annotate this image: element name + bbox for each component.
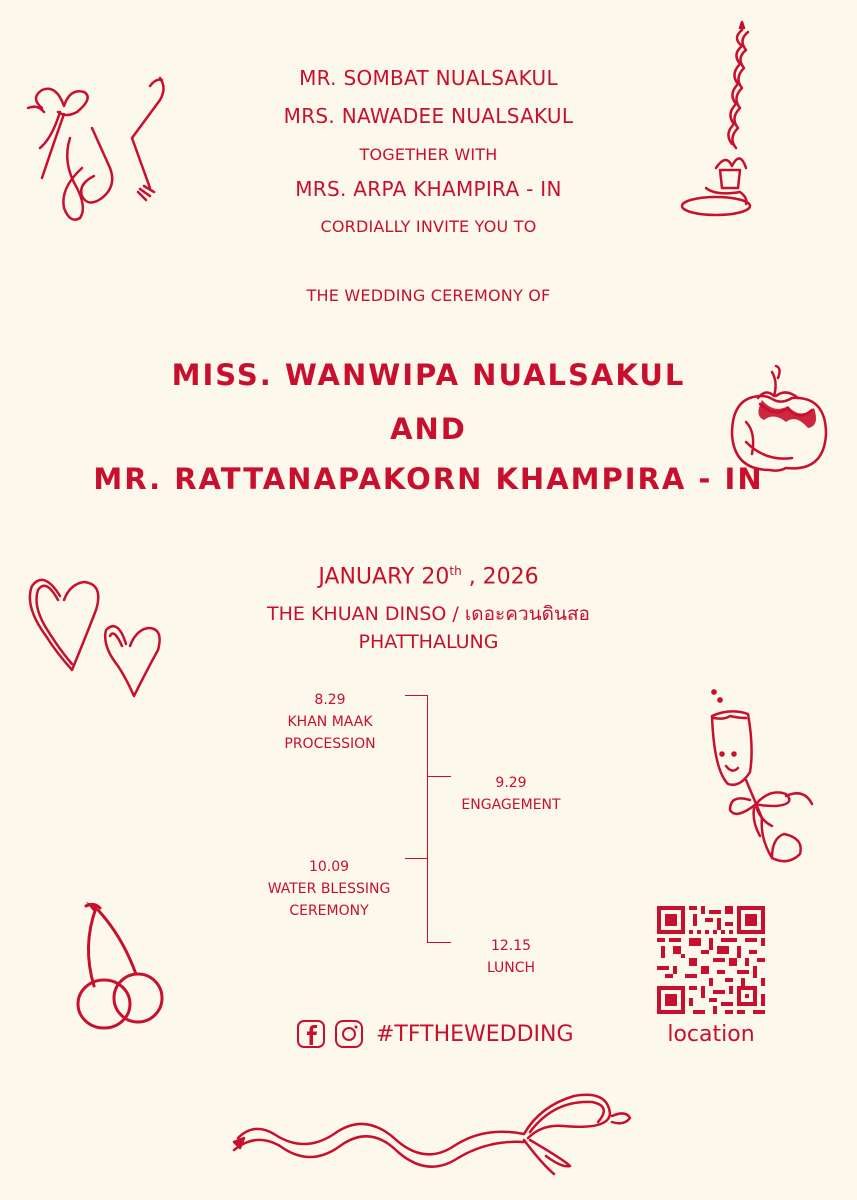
host-line-2: MRS. NAWADEE NUALSAKUL (283, 104, 574, 128)
schedule-label: KHAN MAAK (287, 714, 373, 730)
location-qr-code[interactable] (657, 906, 765, 1014)
and-text: AND (390, 412, 467, 446)
schedule-label: PROCESSION (284, 736, 376, 752)
facebook-icon[interactable] (296, 1019, 326, 1049)
schedule-time: 8.29 (314, 692, 346, 708)
schedule-time: 10.09 (308, 859, 350, 875)
candle-icon (676, 18, 756, 223)
timeline-tick-1 (405, 695, 427, 696)
date-year: , 2026 (461, 564, 539, 590)
timeline-vertical-line (427, 695, 428, 943)
bride-name: MISS. WANWIPA NUALSAKUL (171, 358, 686, 392)
invite-text: CORDIALLY INVITE YOU TO (320, 217, 537, 236)
schedule-item-4 (441, 935, 581, 979)
schedule-item-2 (441, 772, 581, 816)
groom-name: MR. RATTANAPAKORN KHAMPIRA - IN (93, 462, 764, 496)
ceremony-label: THE WEDDING CEREMONY OF (306, 286, 551, 305)
venue-name: THE KHUAN DINSO / เดอะควนดินสอ (267, 603, 590, 625)
schedule-label: WATER BLESSING (267, 881, 391, 897)
schedule-label: LUNCH (486, 960, 536, 976)
schedule-time: 9.29 (495, 775, 527, 791)
hashtag: #TFTHEWEDDING (376, 1021, 574, 1047)
schedule-item-1 (260, 689, 400, 755)
host-line-3: MRS. ARPA KHAMPIRA - IN (295, 177, 562, 201)
location-label[interactable]: location (667, 1022, 755, 1047)
venue-city: PHATTHALUNG (358, 631, 499, 653)
social-row (296, 1016, 574, 1052)
date-main: JANUARY 20 (318, 564, 450, 590)
schedule-item-3 (249, 856, 409, 922)
schedule-label: CEREMONY (289, 903, 369, 919)
host-line-1: MR. SOMBAT NUALSAKUL (299, 66, 558, 90)
schedule-time: 12.15 (490, 938, 532, 954)
apple-icon (726, 362, 832, 478)
instagram-icon[interactable] (334, 1019, 364, 1049)
together-with: TOGETHER WITH (359, 145, 498, 164)
schedule-label: ENGAGEMENT (461, 797, 561, 813)
spoon-fork-ribbon-icon (22, 68, 172, 228)
champagne-glass-icon (700, 688, 820, 868)
date-suffix: th (449, 564, 462, 578)
hearts-icon (24, 566, 172, 706)
cherries-icon (72, 896, 172, 1036)
ribbon-bow-icon (224, 1086, 634, 1176)
